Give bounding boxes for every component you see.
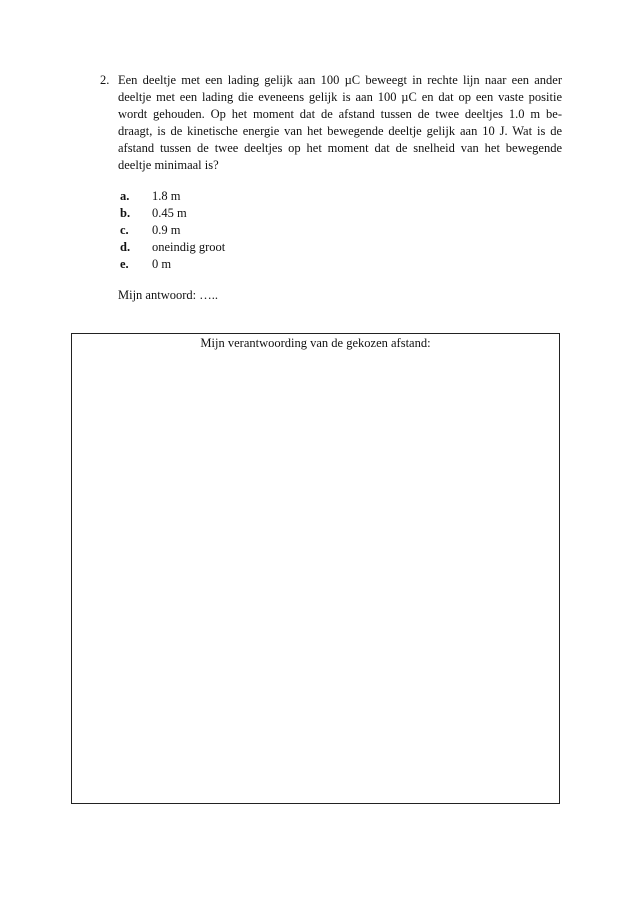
option-value: 1.8 m xyxy=(152,189,181,203)
option-value: 0.45 m xyxy=(152,206,187,220)
option-letter: c. xyxy=(120,223,129,237)
justification-title: Mijn verantwoording van de gekozen afstand: xyxy=(200,336,431,350)
justification-box[interactable] xyxy=(71,333,560,804)
question-line: afstand tussen de twee deeltjes op het moment dat de snelheid van het bewegende xyxy=(118,141,562,155)
question-line: wordt gehouden. Op het moment dat de afstand tussen de twee deeltjes 1.0 m be- xyxy=(118,107,562,121)
question-line: draagt, is de kinetische energie van het bewegende deeltje gelijk aan 10 J. Wat is de xyxy=(118,124,562,138)
question-line: deeltje met een lading die eveneens gelijk is aan 100 µC en dat op een vaste positie xyxy=(118,90,562,104)
option-letter: b. xyxy=(120,206,131,220)
option-value: 0 m xyxy=(152,257,172,271)
question-text xyxy=(118,72,562,174)
option-value: 0.9 m xyxy=(152,223,181,237)
question-line: deeltje minimaal is? xyxy=(118,158,219,172)
question-line: Een deeltje met een lading gelijk aan 100 µC beweegt in rechte lijn naar een ander xyxy=(118,73,562,87)
option-letter: a. xyxy=(120,189,130,203)
option-letter: e. xyxy=(120,257,129,271)
my-answer-label[interactable]: Mijn antwoord: ….. xyxy=(118,288,218,302)
question-number: 2. xyxy=(100,73,110,87)
option-letter: d. xyxy=(120,240,131,254)
option-value: oneindig groot xyxy=(152,240,226,254)
